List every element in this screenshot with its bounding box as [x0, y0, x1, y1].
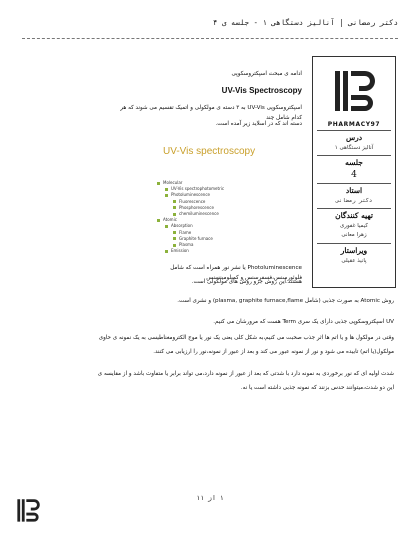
bullet-icon [165, 194, 168, 197]
pharmacy-watermark-icon [14, 496, 42, 526]
paragraph-line: وقتی در مولکول ها و یا اتم ها اثر جذب صحبت می کنیم،به شکل کلی یعنی یک نور یا موج الکترومغناطیسی به یک نمونه ی حاوی [98, 335, 394, 341]
editor-value: پانیذ عقیلی [341, 258, 367, 264]
paragraph-line: این دو شدت،میتوانند حدس بزنند که نمونه جذبی داشته است یا نه. [240, 385, 394, 391]
intro-text: ادامه ی مبحث اسپکتروسکوپی [231, 71, 302, 77]
slide-list-text: Absorption [171, 223, 193, 229]
page-header [22, 18, 398, 39]
paragraph-line: UV اسپکتروسکوپی جذبی دارای یک سری Term هست که مرورشان می کنیم. [213, 319, 394, 325]
bullet-icon [165, 250, 168, 253]
author-name: زهرا معانی [341, 232, 367, 238]
bullet-icon [173, 244, 176, 247]
bullet-icon [173, 231, 176, 234]
paragraph-line: مولکول(یا اتم) تابیده می شود و نور از نمونه عبور می کند و بعد از عبور از نمونه،نور را ارزیابی می کنند. [153, 349, 394, 355]
paragraph-line: هستند.این روش جزو روش های مولکولی است. [191, 279, 302, 285]
paragraph-line: Photoluminescence یا نشر نور همراه است که شامل فلوئورسنس،فسفرسنس و کمیلومینسنس [170, 265, 302, 281]
course-label: درس [345, 133, 363, 142]
session-label: جلسه [345, 158, 363, 167]
instructor-value: دکتر رمضانی [335, 198, 373, 204]
paragraph-line: شدت اولیه ای که نور برخوردی به نمونه دارد با شدتی که بعد از عبور از نمونه دارد،می تواند برابر یا متفاوت باشد و از مقایسه ی [97, 371, 394, 377]
session-value: 4 [351, 170, 357, 180]
instructor-label: استاد [345, 186, 363, 195]
paragraph-line: روش Atomic به صورت جذبی (شامل plasma, graphite furnace,flame) و نشری است. [177, 298, 394, 304]
course-info-box [312, 56, 396, 288]
slide-list-item [151, 248, 224, 254]
bullet-icon [165, 188, 168, 191]
bullet-icon [157, 219, 160, 222]
divider [317, 243, 391, 244]
pharmacy-logo-icon [329, 67, 379, 117]
divider [317, 183, 391, 184]
bullet-icon [157, 182, 160, 185]
slide-list [151, 180, 224, 254]
editor-label: ویراستار [340, 246, 368, 255]
slide-list-text: Photoluminescence [171, 192, 210, 198]
slide-list-text: Plasma [179, 242, 194, 248]
authors-label: تهیه کنندگان [335, 211, 373, 220]
bullet-icon [173, 200, 176, 203]
divider [317, 155, 391, 156]
bullet-icon [173, 237, 176, 240]
paragraph-line: اسپکتروسکوپی UV-Vis به ۳ دسته ی مولکولی و اتمیک تقسیم می شوند که هر کدام شامل چند [120, 105, 302, 121]
slide-list-text: Atomic [163, 217, 177, 223]
bullet-icon [173, 206, 176, 209]
slide-list-text: Flame [179, 229, 192, 235]
brand-name: PHARMACY97 [327, 121, 381, 128]
slide-list-text: Phosphorescence [179, 204, 214, 210]
divider [317, 130, 391, 131]
slide-image [145, 140, 300, 262]
slide-list-text: Fluorescence [179, 198, 206, 204]
bullet-icon [173, 213, 176, 216]
author-name: کیمیا غفوری [339, 223, 368, 229]
slide-title: UV-Vis spectroscopy [163, 146, 256, 157]
slide-list-text: Graphite furnace [179, 235, 213, 241]
page-number: ۱ از ۱۱ [196, 494, 224, 502]
slide-list-text: UV-Vis spectrophotometric [171, 186, 225, 192]
slide-list-text: Emission [171, 248, 189, 254]
paragraph-line: دسته اند که در اسلاید زیر آمده است. [215, 121, 302, 127]
slide-list-text: chemiluminescence [179, 211, 219, 217]
course-value: آنالیز دستگاهی ۱ [334, 145, 374, 151]
divider [317, 208, 391, 209]
header-text: دکتر رمضانی | آنالیز دستگاهی ۱ - جلسه ی ۴ [212, 18, 398, 27]
section-title: UV-Vis Spectroscopy [221, 86, 302, 95]
slide-list-text: Molecular [163, 180, 183, 185]
bullet-icon [165, 225, 168, 228]
